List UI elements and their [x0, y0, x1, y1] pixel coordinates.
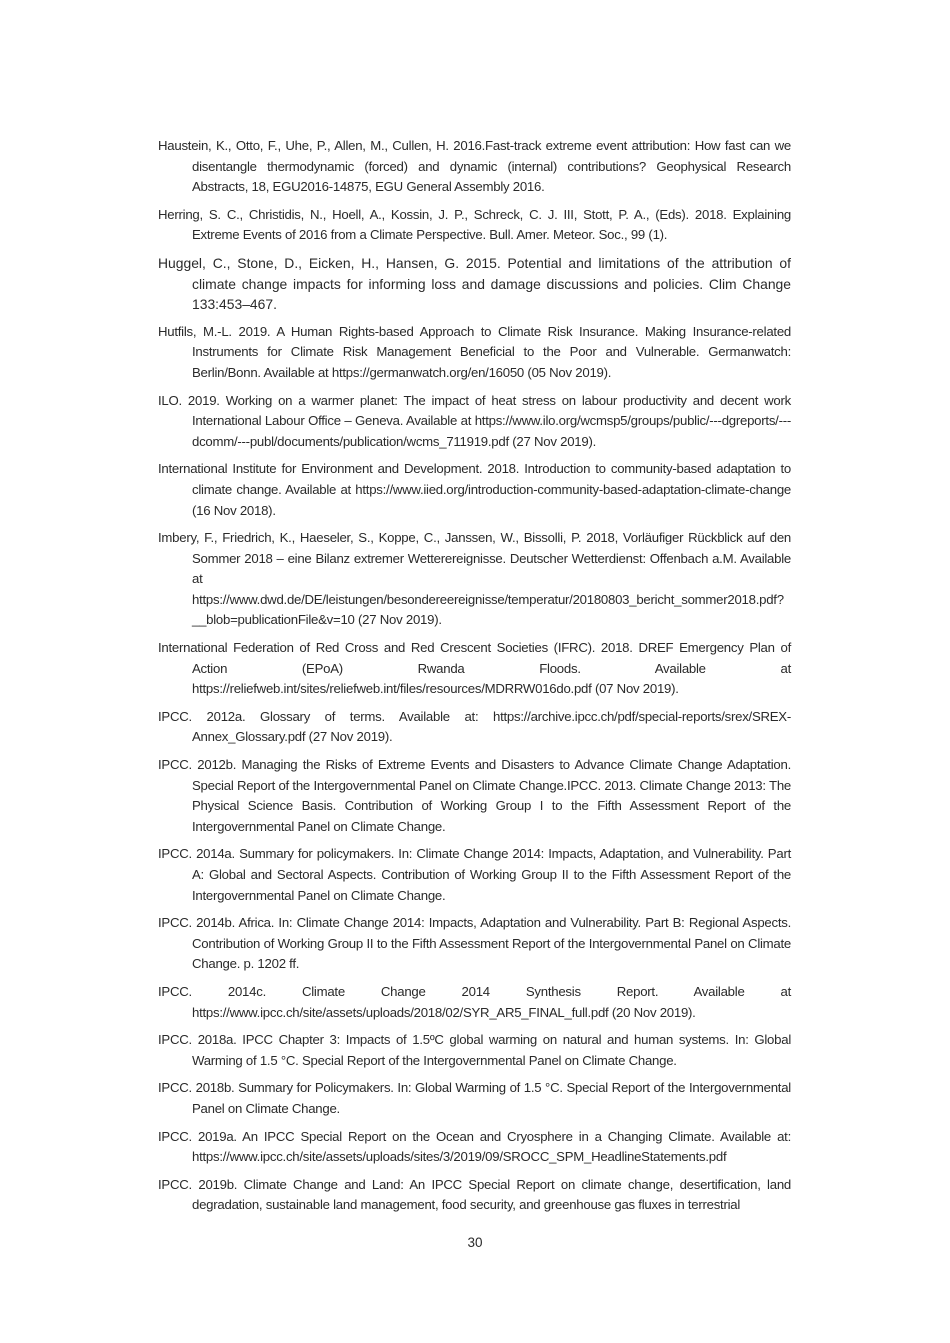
reference-ipcc-2014a: IPCC. 2014a. Summary for policymakers. In: Climate Change 2014: Impacts, Adaptation, and Vulnerability. Part A: Global and Sectoral Aspects. Contribution of Working Group II to the Fifth Assessment Report of the Intergovernmental Panel on Climate Change. [158, 846, 791, 903]
reference-ipcc-2014b: IPCC. 2014b. Africa. In: Climate Change 2014: Impacts, Adaptation and Vulnerability. Part B: Regional Aspects. Contribution of Working Group II to the Fifth Assessment Report of the Intergovernmental Panel on Climate Change. p. 1202 ff. [158, 915, 791, 972]
reference-ipcc-2018b: IPCC. 2018b. Summary for Policymakers. In: Global Warming of 1.5 °C. Special Report of the Intergovernmental Panel on Climate Change. [158, 1080, 791, 1116]
reference-haustein-2016: Haustein, K., Otto, F., Uhe, P., Allen, M., Cullen, H. 2016.Fast-track extreme event attribution: How fast can we disentangle thermodynamic (forced) and dynamic (internal) contributions? Geophysical Research Abstracts, 18, EGU2016-14875, EGU General Assembly 2016. [158, 138, 791, 195]
reference-herring-2018: Herring, S. C., Christidis, N., Hoell, A., Kossin, J. P., Schreck, C. J. III, Stott, P. A., (Eds). 2018. Explaining Extreme Events of 2016 from a Climate Perspective. Bull. Amer. Meteor. Soc., 99 (1). [158, 206, 791, 243]
page-number: 30 [467, 1235, 483, 1250]
reference-ifrc-2018: International Federation of Red Cross and Red Crescent Societies (IFRC). 2018. DREF Emergency Plan of Action (EPoA) Rwanda Floods. Available at https://reliefweb.int/sites/reliefweb.int/files/resources/MDRRW016do.pdf (07 Nov 2019). [158, 640, 791, 697]
reference-ipcc-2018a: IPCC. 2018a. IPCC Chapter 3: Impacts of 1.5ºC global warming on natural and human systems. In: Global Warming of 1.5 °C. Special Report of the Intergovernmental Panel on Climate Change. [158, 1032, 791, 1068]
reference-ipcc-2019b: IPCC. 2019b. Climate Change and Land: An IPCC Special Report on climate change, desertification, land degradation, sustainable land management, food security, and greenhouse gas fluxes in terrestrial [158, 1176, 791, 1213]
reference-ilo-2019: ILO. 2019. Working on a warmer planet: The impact of heat stress on labour productivity and decent work International Labour Office – Geneva. Available at https://www.ilo.org/wcmsp5/groups/public/---dgreports/---dcomm/---publ/documents/publication/wcms_711919.pdf (27 Nov 2019). [158, 392, 791, 449]
reference-ipcc-2012a: IPCC. 2012a. Glossary of terms. Available at: https://archive.ipcc.ch/pdf/special-reports/srex/SREX-Annex_Glossary.pdf (27 Nov 2019). [158, 708, 791, 745]
reference-ipcc-2019a: IPCC. 2019a. An IPCC Special Report on the Ocean and Cryosphere in a Changing Climate. Available at: https://www.ipcc.ch/site/assets/uploads/sites/3/2019/09/SROCC_SPM_HeadlineStatements.pdf [158, 1128, 791, 1165]
reference-iied-2018: International Institute for Environment and Development. 2018. Introduction to community-based adaptation to climate change. Available at https://www.iied.org/introduction-community-based-adaptation-climate-change (16 Nov 2018). [158, 461, 791, 518]
reference-huggel-2015: Huggel, C., Stone, D., Eicken, H., Hansen, G. 2015. Potential and limitations of the attribution of climate change impacts for informing loss and damage discussions and policies. Clim Change 133:453–467. [158, 254, 791, 313]
reference-hutfils-2019: Hutfils, M.-L. 2019. A Human Rights-based Approach to Climate Risk Insurance. Making Insurance-related Instruments for Climate Risk Management Beneficial to the Poor and Vulnerable. Germanwatch: Berlin/Bonn. Available at https://germanwatch.org/en/16050 (05 Nov 2019). [158, 323, 791, 380]
reference-ipcc-2012b: IPCC. 2012b. Managing the Risks of Extreme Events and Disasters to Advance Climate Change Adaptation. Special Report of the Intergovernmental Panel on Climate Change.IPCC. 2013. Climate Change 2013: The Physical Science Basis. Contribution of Working Group I to the Fifth Assessment Report of the Intergovernmental Panel on Climate Change. [158, 757, 791, 834]
reference-imbery-2018: Imbery, F., Friedrich, K., Haeseler, S., Koppe, C., Janssen, W., Bissolli, P. 2018, Vorläufiger Rückblick auf den Sommer 2018 – eine Bilanz extremer Wetterereignisse. Deutscher Wetterdienst: Offenbach a.M. Available at https://www.dwd.de/DE/leistungen/besondereereignisse/temperatur/20180803_bericht_sommer2018.pdf?__blob=publicationFile&v=10 (27 Nov 2019). [158, 530, 791, 628]
reference-list [158, 136, 791, 1223]
reference-ipcc-2014c: IPCC. 2014c. Climate Change 2014 Synthesis Report. Available at https://www.ipcc.ch/site/assets/uploads/2018/02/SYR_AR5_FINAL_full.pdf (20 Nov 2019). [158, 983, 791, 1020]
